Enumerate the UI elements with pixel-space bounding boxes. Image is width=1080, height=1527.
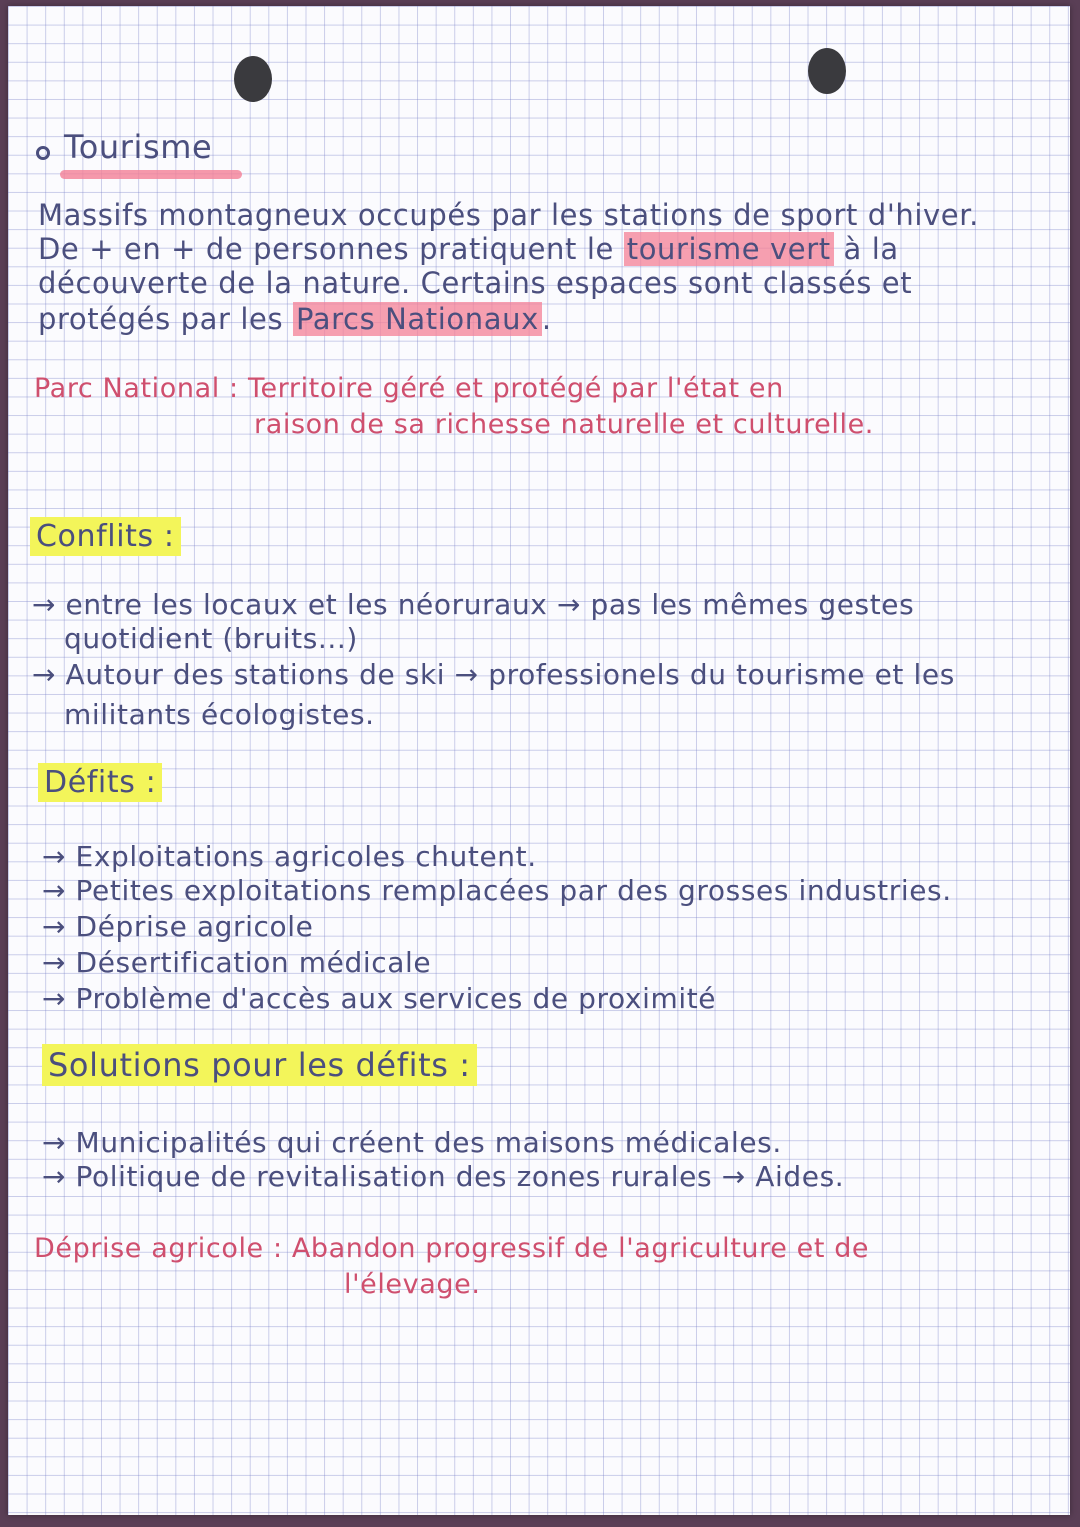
definition2-text-line-1: Abandon progressif de l'agriculture et de	[291, 1233, 870, 1264]
defis-item-5: → Problème d'accès aux services de proximité	[42, 982, 717, 1015]
definition-parc-national	[34, 372, 784, 406]
intro-line-2-start: De + en + de personnes pratiquent le	[38, 232, 624, 266]
highlight-tourisme-vert: tourisme vert	[624, 232, 834, 266]
solutions-title	[42, 1048, 477, 1082]
defis-item-2: → Petites exploitations remplacées par des grosses industries.	[42, 874, 952, 907]
highlight-parcs-nationaux: Parcs Nationaux	[293, 302, 542, 336]
defis-item-4: → Désertification médicale	[42, 946, 432, 979]
defis-item-3: → Déprise agricole	[42, 910, 314, 943]
conflits-item-2-cont: militants écologistes.	[64, 698, 375, 731]
defis-item-1: → Exploitations agricoles chutent.	[42, 840, 537, 873]
conflits-item-1-cont: quotidient (bruits...)	[64, 622, 358, 655]
punch-hole-left	[234, 56, 272, 102]
intro-line-4	[38, 302, 552, 336]
defis-title	[38, 766, 162, 800]
solutions-item-2: → Politique de revitalisation des zones rurales → Aides.	[42, 1160, 845, 1193]
punch-hole-right	[808, 48, 846, 94]
intro-line-4-start: protégés par les	[38, 302, 293, 336]
definition-term: Parc National :	[34, 373, 239, 404]
definition-text-line-2: raison de sa richesse naturelle et culturelle.	[254, 409, 874, 440]
definition2-term: Déprise agricole :	[34, 1233, 283, 1264]
circle-bullet-icon	[36, 146, 50, 160]
intro-line-4-end: .	[541, 302, 552, 336]
intro-line-1: Massifs montagneux occupés par les stations de sport d'hiver.	[38, 198, 979, 232]
intro-line-3: découverte de la nature. Certains espaces sont classés et	[38, 266, 913, 300]
intro-line-2	[38, 232, 899, 266]
defis-title-highlight: Défits :	[38, 763, 162, 802]
solutions-title-highlight: Solutions pour les défits :	[42, 1044, 477, 1086]
intro-line-2-end: à la	[833, 232, 899, 266]
definition-text-line-1: Territoire géré et protégé par l'état en	[247, 373, 784, 404]
conflits-title	[30, 520, 181, 554]
definition2-text-line-2: l'élevage.	[344, 1269, 481, 1300]
section-title-tourisme: Tourisme	[64, 128, 213, 166]
conflits-item-2: → Autour des stations de ski → professionels du tourisme et les	[32, 658, 955, 691]
conflits-item-1: → entre les locaux et les néoruraux → pas les mêmes gestes	[32, 588, 915, 621]
notebook-page	[8, 6, 1070, 1515]
solutions-item-1: → Municipalités qui créent des maisons médicales.	[42, 1126, 782, 1159]
title-underline	[60, 170, 242, 179]
conflits-title-highlight: Conflits :	[30, 517, 181, 556]
definition-deprise-agricole	[34, 1232, 869, 1266]
